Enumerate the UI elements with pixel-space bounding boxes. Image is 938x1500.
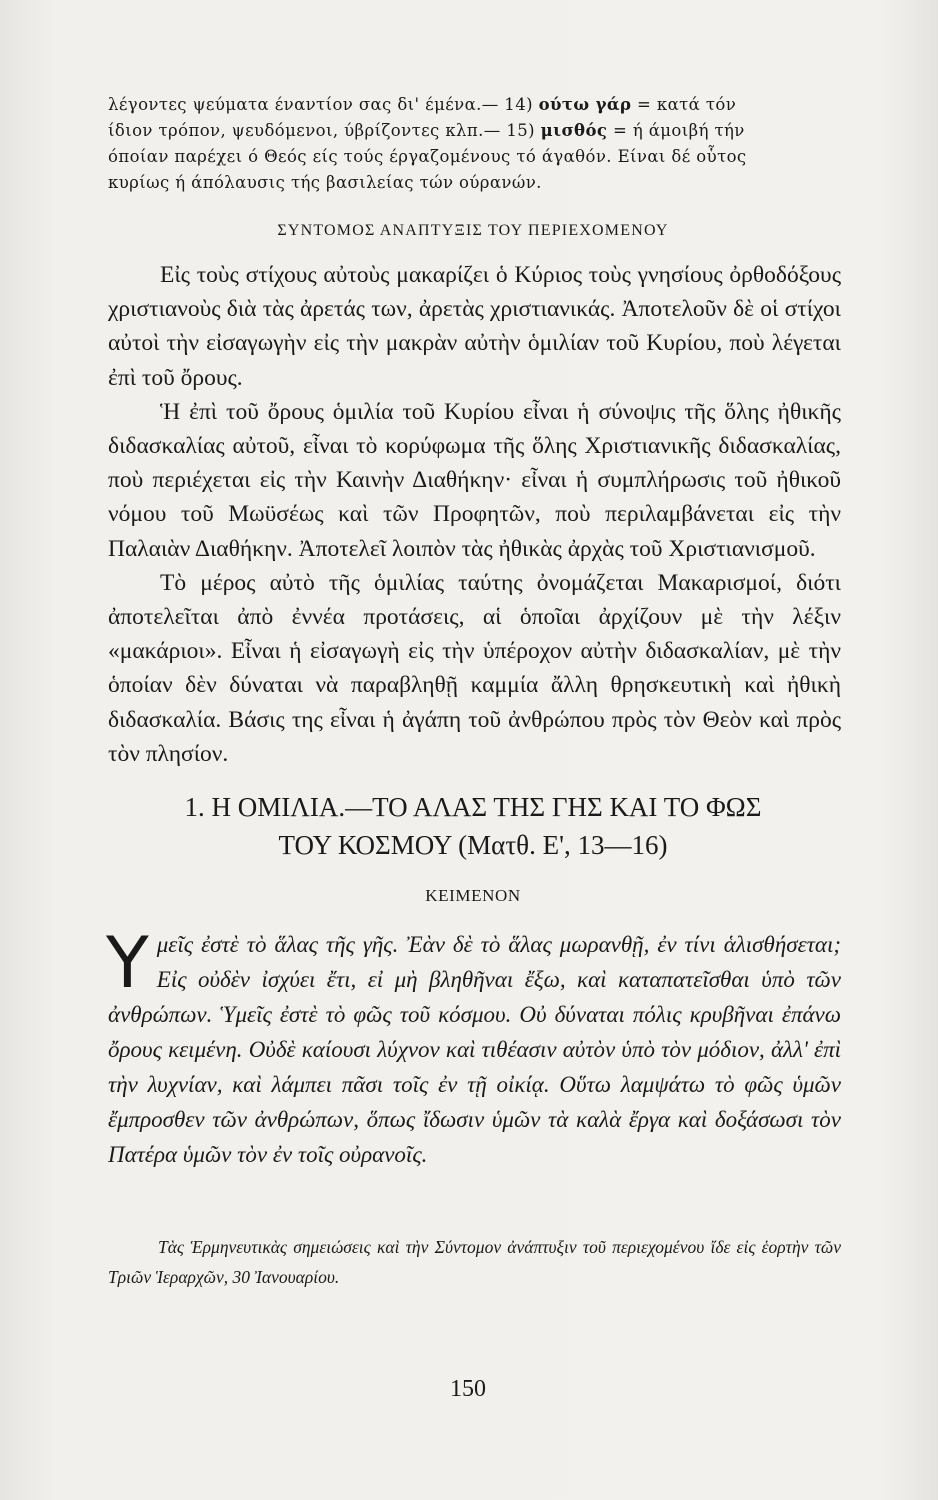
- note-line: όποίαν παρέχει ό Θεός είς τούς έργαζομένους τό άγαθόν. Είναι δέ οὗτος: [108, 147, 747, 166]
- summary-heading: ΣΥΝΤΟΜΟΣ ΑΝΑΠΤΥΞΙΣ ΤΟΥ ΠΕΡΙΕΧΟΜΕΝΟΥ: [277, 222, 669, 239]
- page-number: 150: [450, 1376, 486, 1402]
- note-term: ούτω γάρ: [538, 95, 632, 114]
- scripture-text: [106, 922, 841, 1172]
- note-text: ίδιον τρόπον, ψευδόμενοι, ύβρίζοντες κλπ.— 15): [108, 121, 541, 140]
- summary-paragraph: Τὸ μέρος αὐτὸ τῆς ὁμιλίας ταύτης ὀνομάζεται Μακαρισμοί, διότι ἀποτελεῖται ἀπὸ ἐννέα προτάσεις, αἱ ὁποῖαι ἀρχίζουν μὲ τὴν λέξιν «μακάριοι». Εἶναι ἡ εἰσαγωγὴ εἰς τὴν ὑπέροχον αὐτὴν διδασκαλίαν, μὲ τὴν ὁποίαν δὲν δύναται νὰ παραβληθῇ καμμία ἄλλη θρησκευτικὴ καὶ ἠθικὴ διδασκαλία. Βάσις της εἶναι ἡ ἀγάπη τοῦ ἀνθρώπου πρὸς τὸν Θεὸν καὶ πρὸς τὸν πλησίον.: [108, 569, 841, 767]
- note-line: [108, 92, 838, 118]
- text-heading: ΚΕΙΜΕΝΟΝ: [425, 886, 521, 905]
- note-line: [108, 118, 838, 144]
- footnote: Τὰς Ἑρμηνευτικὰς σημειώσεις καὶ τὴν Σύντομον ἀνάπτυξιν τοῦ περιεχομένου ἴδε εἰς ἑορτὴν τῶν Τριῶν Ἱεραρχῶν, 30 Ἰανουαρίου.: [108, 1237, 841, 1287]
- top-notes: [108, 92, 838, 196]
- chapter-title-line: 1. Η ΟΜΙΛΙΑ.—ΤΟ ΑΛΑΣ ΤΗΣ ΓΗΣ ΚΑΙ ΤΟ ΦΩΣ: [184, 792, 762, 822]
- chapter-title-line: ΤΟΥ ΚΟΣΜΟΥ (Ματθ. Ε', 13—16): [278, 830, 668, 860]
- note-text: = ή άμοιβή τήν: [607, 121, 745, 140]
- chapter-title: [108, 788, 838, 864]
- drop-cap: Υ: [106, 922, 149, 1004]
- summary-paragraph: Εἰς τοὺς στίχους αὐτοὺς μακαρίζει ὁ Κύριος τοὺς γνησίους ὀρθοδόξους χριστιανοὺς διὰ τὰς ἀρετάς των, ἀρετὰς χριστιανικάς. Ἀποτελοῦν δὲ οἱ στίχοι αὐτοὶ τὴν εἰσαγωγὴν εἰς τὴν μακρὰν αὐτὴν ὁμιλίαν τοῦ Κυρίου, ποὺ λέγεται ἐπὶ τοῦ ὄρους.: [108, 262, 841, 391]
- note-text: = κατά τόν: [631, 95, 737, 114]
- note-text: λέγοντες ψεύματα έναντίον σας δι' έμένα.— 14): [108, 95, 539, 114]
- note-term: μισθός: [540, 121, 608, 140]
- summary-body: [108, 258, 841, 771]
- note-line: κυρίως ή άπόλαυσις τής βασιλείας τών ούρανών.: [108, 173, 542, 192]
- scripture-body: μεῖς ἐστὲ τὸ ἅλας τῆς γῆς. Ἐὰν δὲ τὸ ἅλας μωρανθῇ, ἐν τίνι ἁλισθήσεται; Εἰς οὐδὲν ἰσχύει ἔτι, εἰ μὴ βληθῆναι ἔξω, καὶ καταπατεῖσθαι ὑπὸ τῶν ἀνθρώπων. Ὑμεῖς ἐστὲ τὸ φῶς τοῦ κόσμου. Οὐ δύναται πόλις κρυβῆναι ἐπάνω ὄρους κειμένη. Οὐδὲ καίουσι λύχνον καὶ τιθέασιν αὐτὸν ὑπὸ τὸν μόδιον, ἀλλ' ἐπὶ τὴν λυχνίαν, καὶ λάμπει πᾶσι τοῖς ἐν τῇ οἰκίᾳ. Οὕτω λαμψάτω τὸ φῶς ὑμῶν ἔμπροσθεν τῶν ἀνθρώπων, ὅπως ἴδωσιν ὑμῶν τὰ καλὰ ἔργα καὶ δοξάσωσι τὸν Πατέρα ὑμῶν τὸν ἐν τοῖς οὐρανοῖς.: [108, 932, 841, 1167]
- summary-paragraph: Ἡ ἐπὶ τοῦ ὄρους ὁμιλία τοῦ Κυρίου εἶναι ἡ σύνοψις τῆς ὅλης ἠθικῆς διδασκαλίας αὐτοῦ, εἶναι τὸ κορύφωμα τῆς ὅλης Χριστιανικῆς διδασκαλίας, ποὺ περιέχεται εἰς τὴν Καινὴν Διαθήκην· εἶναι ἡ συμπλήρωσις τοῦ ἠθικοῦ νόμου τοῦ Μωϋσέως καὶ τῶν Προφητῶν, ποὺ περιλαμβάνεται εἰς τὴν Παλαιὰν Διαθήκην. Ἀποτελεῖ λοιπὸν τὰς ἠθικὰς ἀρχὰς τοῦ Χριστιανισμοῦ.: [108, 398, 841, 562]
